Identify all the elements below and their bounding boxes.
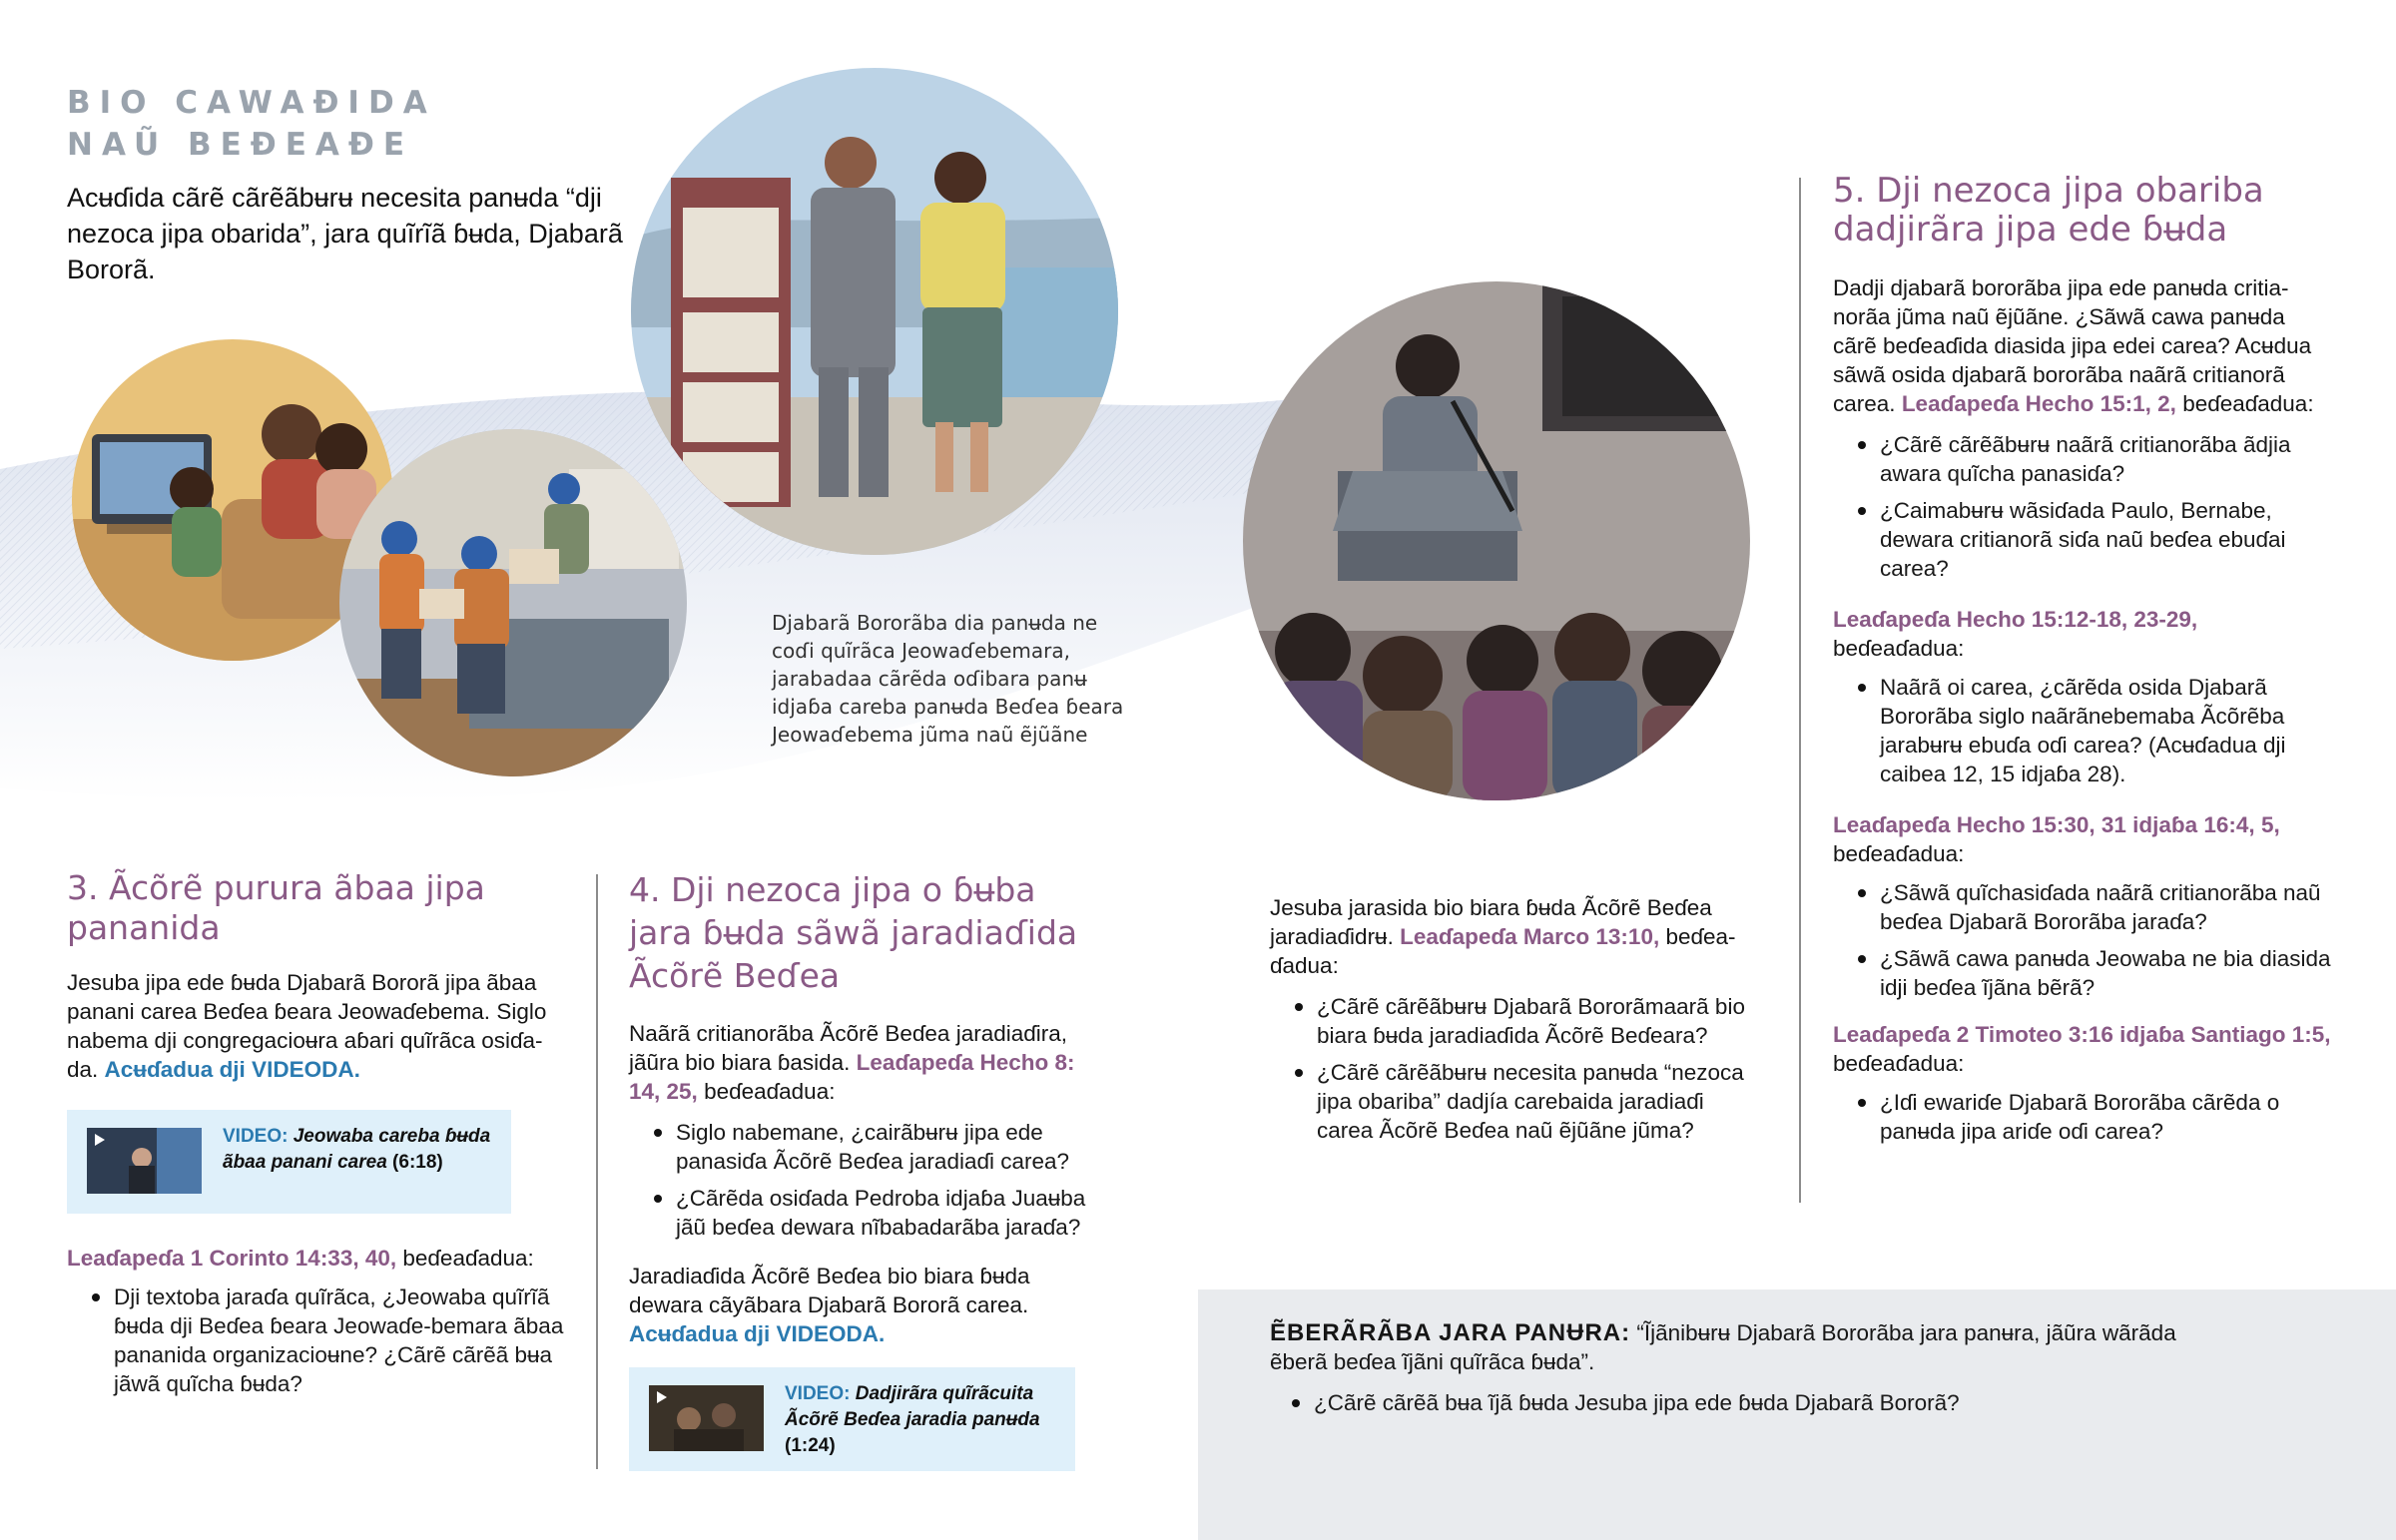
section-4-video-thumbnail[interactable] [649, 1385, 764, 1451]
section-3-reading-after: beɗeaɗadua: [402, 1246, 534, 1271]
video-label: VIDEO: [785, 1383, 851, 1404]
section-5 [1833, 172, 2332, 1154]
section-3-video-card[interactable] [67, 1110, 511, 1214]
section-5-reading-after-3: beɗeaɗadua: [1833, 841, 1965, 866]
section-4-body [629, 1019, 1098, 1106]
section-5-questions-4 [1833, 1088, 2332, 1146]
section-5-scripture-ref-1[interactable]: Leaɗapeɗa Hecho 15:1, 2, [1901, 391, 2176, 416]
question-item: ¿Cãrẽ cãrẽãbʉrʉ naãrã critianorãba ãdjia awara quĩcha panasiɗa? [1833, 430, 2332, 488]
section-4-title: 4. Dji nezoca jipa o ɓʉba jara ɓʉda sãwã jaradiaɗida Ãcõrẽ Beɗea [629, 870, 1078, 995]
section-5-scripture-ref-3[interactable]: Leaɗapeɗa Hecho 15:30, 31 idjaɓa 16:4, 5, [1833, 812, 2280, 837]
section-middle-body [1270, 893, 1764, 980]
section-5-body-text: Dadji djabarã bororãba jipa ede panʉda critia-norãa jũma naũ ẽjũãne. ¿Sãwã cawa panʉda cãrẽ beɗeaɗida diasida jipa edei carea? Acʉdua sãwã osida djabarã bororãba naãrã critianorã carea. [1833, 275, 2312, 416]
play-icon [87, 1128, 202, 1194]
summary-title: ẼBERÃRÃBA JARA PANɄRA: [1270, 1319, 1631, 1346]
section-5-reading-after-4: beɗeaɗadua: [1833, 1051, 1965, 1076]
section-3-reading-line [67, 1244, 566, 1273]
section-middle-scripture-ref[interactable]: Leaɗapeɗa Marco 13:10, [1400, 924, 1660, 949]
volunteers-illustration [339, 429, 687, 776]
section-5-reading-2 [1833, 605, 2332, 663]
question-item: ¿Sãwã quĩchasiɗada naãrã critianorãba naũ beɗea Djabarã Bororãba jaraɗa? [1833, 878, 2332, 936]
section-middle [1270, 893, 1764, 1153]
section-5-questions-3 [1833, 878, 2332, 1002]
section-3-questions [67, 1283, 566, 1398]
cart-couple-illustration [631, 68, 1118, 555]
section-5-questions-1 [1833, 430, 2332, 583]
section-4 [629, 868, 1098, 1348]
section-middle-questions [1270, 992, 1764, 1145]
section-5-reading-4 [1833, 1020, 2332, 1078]
section-middle-body-text: Jesuba jarasida bio biara ɓʉda Ãcõrẽ Beɗea jaradiaɗidrʉ. [1270, 895, 1712, 949]
column-divider-2 [1799, 178, 1801, 1203]
section-3-body-text: Jesuba jipa ede ɓʉda Djabarã Bororã jipa ãbaa panani carea Beɗea ɓeara Jeowaɗebema. Siglo nabema dji congregacioʉra aɓari quĩrãca osiɗa-da. [67, 970, 547, 1082]
illustration-caption: Djabarã Bororãba dia panʉda ne coɗi quĩrãca Jeowaɗebemara, jarabadaa cãrẽda oɗibara panʉ idjaɓa careba panʉda Beɗea ɓeara Jeowaɗebema jũma naũ ẽjũãne [772, 611, 1124, 747]
section-5-reading-after-1: beɗeaɗadua: [2182, 391, 2314, 416]
question-item: ¿Cãrẽ cãrẽãbʉrʉ necesita panʉda “nezoca jipa obariba” dadjía carebaida jaradiaɗi carea Ãcõrẽ Beɗea naũ ẽjũãne jũma? [1270, 1058, 1764, 1145]
intro-text: Acʉɗida cãrẽ cãrẽãbʉrʉ necesita panʉda “dji nezoca jipa obarida”, jara quĩrĩã ɓʉda, Djabarã Bororã. [67, 183, 623, 284]
eyebrow-line-2: NAŨ BEƉEAƉE [67, 127, 414, 163]
volunteers-image [339, 429, 687, 776]
section-5-reading-after-2: beɗeaɗadua: [1833, 636, 1965, 661]
video-label: VIDEO: [223, 1126, 289, 1147]
summary-questions [1267, 1388, 2188, 1417]
question-item: ¿Iɗi ewariɗe Djabarã Bororãba cãrẽda o panʉda jipa ariɗe oɗi carea? [1833, 1088, 2332, 1146]
section-middle-reading-after: beɗea-ɗadua: [1270, 924, 1736, 978]
section-5-questions-2 [1833, 673, 2332, 788]
section-3-video-text [223, 1124, 502, 1176]
speaker-image [1243, 281, 1750, 800]
section-4-video-card[interactable] [629, 1367, 1075, 1471]
question-item: ¿Cãrẽda osiɗada Pedroba idjaɓa Juaʉba jãũ beɗea dewara nĩbabadarãba jaraɗa? [629, 1184, 1098, 1242]
question-item: ¿Cãrẽ cãrẽãbʉrʉ Djabarã Bororãmaarã bio biara ɓʉda jaradiaɗida Ãcõrẽ Beɗeara? [1270, 992, 1764, 1050]
section-3-scripture-ref[interactable]: Leaɗapeɗa 1 Corinto 14:33, 40, [67, 1246, 397, 1271]
section-3-body [67, 968, 566, 1084]
speaker-illustration [1243, 281, 1750, 800]
section-4-body-2-text: Jaradiaɗida Ãcõrẽ Beɗea bio biara ɓʉda dewara cãyãbara Djabarã Bororã carea. [629, 1264, 1030, 1317]
question-item: ¿Sãwã cawa panʉda Jeowaba ne bia diasida idji beɗea ĩjãna bẽrã? [1833, 944, 2332, 1002]
section-3-video-link[interactable]: Acʉɗadua dji VIDEODA. [104, 1057, 360, 1082]
column-divider-1 [596, 874, 598, 1469]
question-item: Siglo nabemane, ¿cairãbʉrʉ jipa ede panasiɗa Ãcõrẽ Beɗea jaradiaɗi carea? [629, 1118, 1098, 1176]
section-4-questions [629, 1118, 1098, 1242]
play-icon [649, 1385, 764, 1451]
summary-statement [1270, 1318, 2188, 1376]
section-3-title: 3. Ãcõrẽ purura ãbaa jipa pananida [67, 868, 485, 947]
section-5-body [1833, 273, 2332, 418]
section-4-video-duration: (1:24) [785, 1435, 836, 1456]
cart-couple-image [631, 68, 1118, 555]
section-4-video-link[interactable]: Acʉɗadua dji VIDEODA. [629, 1321, 886, 1346]
section-4-body-2 [629, 1262, 1098, 1348]
question-item: Dji textoba jaraɗa quĩrãca, ¿Jeowaba quĩrĩã ɓʉda dji Beɗea ɓeara Jeowaɗe-bemara ãbaa pananida organizacioʉne? ¿Cãrẽ cãrẽã bʉa jãwã quĩcha ɓʉda? [67, 1283, 566, 1398]
question-item: ¿Caimabʉrʉ wãsiɗada Paulo, Bernabe, dewara critianorã siɗa naũ beɗea ebuɗai carea? [1833, 496, 2332, 583]
section-5-scripture-ref-4[interactable]: Leaɗapeɗa 2 Timoteo 3:16 idjaɓa Santiago 1:5, [1833, 1022, 2331, 1047]
section-5-scripture-ref-2[interactable]: Leaɗapeɗa Hecho 15:12-18, 23-29, [1833, 607, 2198, 632]
summary-text: “Ĩjãnibʉrʉ Djabarã Bororãba jara panʉra, jãũra wãrãda ẽberã beɗea ĩjãni quĩrãca ɓʉda”. [1270, 1320, 2176, 1374]
section-3-reading [67, 1244, 566, 1406]
section-3-video-duration: (6:18) [392, 1152, 443, 1173]
section-3-video-thumbnail[interactable] [87, 1128, 202, 1194]
question-item: ¿Cãrẽ cãrẽã bʉa ĩjã ɓʉda Jesuba jipa ede ɓʉda Djabarã Bororã? [1267, 1388, 2188, 1417]
section-4-video-title: Dadjirãra quĩrãcuita Ãcõrẽ Beɗea jaradia panʉda [785, 1383, 1040, 1430]
summary-content [1270, 1318, 2188, 1425]
section-4-video-text [785, 1381, 1069, 1459]
section-4-scripture-ref[interactable]: Leaɗapeɗa Hecho 8: 14, 25, [629, 1050, 1075, 1104]
section-5-reading-3 [1833, 810, 2332, 868]
section-4-reading-after: beɗeaɗadua: [704, 1079, 836, 1104]
section-5-title: 5. Dji nezoca jipa obariba dadjirãra jipa ede ɓʉda [1833, 171, 2264, 250]
eyebrow-line-1: BIO CAWAƉIDA [67, 85, 436, 121]
lesson-eyebrow [67, 82, 436, 166]
section-3-video-title: Jeowaba careba ɓʉda ãbaa panani carea [223, 1126, 491, 1173]
question-item: Naãrã oi carea, ¿cãrẽda osida Djabarã Bororãba siglo naãrãnebemaba Ãcõrẽba jarabʉrʉ ebuɗa oɗi carea? (Acʉɗadua dji caibea 12, 15 idjaɓa 28). [1833, 673, 2332, 788]
section-4-body-text: Naãrã critianorãba Ãcõrẽ Beɗea jaradiaɗira, jãũra bio biara ɓasida. [629, 1021, 1068, 1075]
section-3 [67, 868, 566, 1084]
